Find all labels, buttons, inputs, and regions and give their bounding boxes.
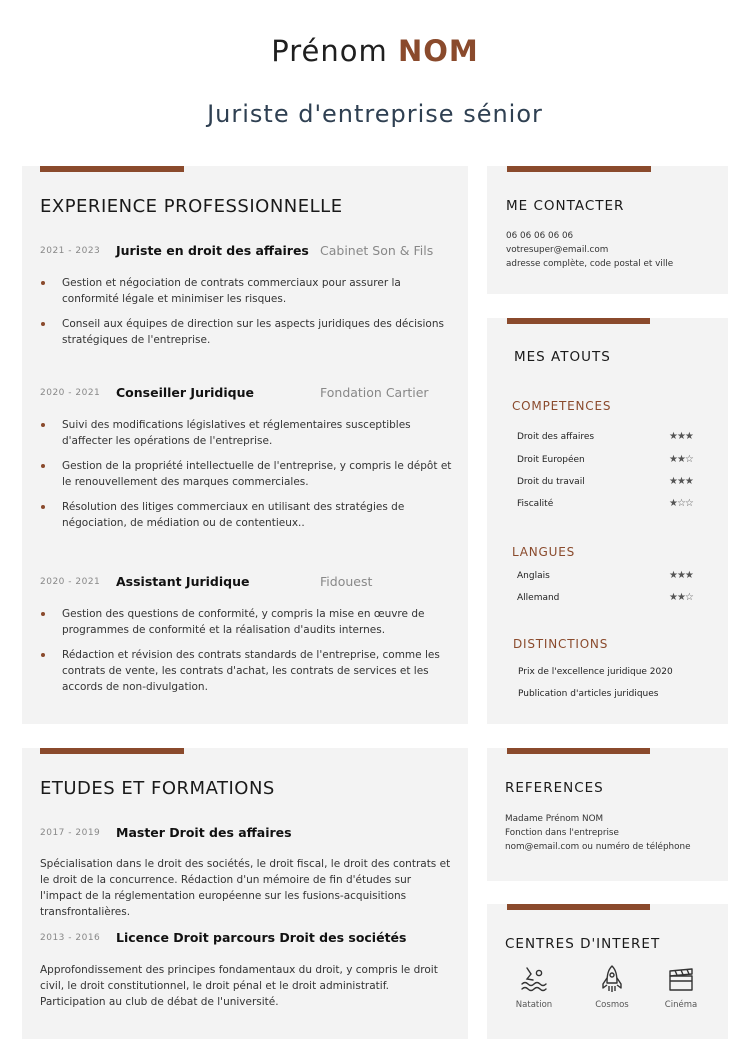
contact-phone: 06 06 06 06 06 xyxy=(506,231,574,241)
language-row xyxy=(517,593,697,607)
interests-section xyxy=(487,904,728,1039)
job-role: Juriste en droit des affaires xyxy=(116,243,309,258)
rocket-icon xyxy=(597,964,627,994)
star-rating: ★★★ xyxy=(669,431,693,442)
interest-label: Cosmos xyxy=(595,1000,629,1010)
bullet-item: Gestion des questions de conformité, y compris la mise en œuvre de programmes de conformité et la réalisation d'audits internes. xyxy=(40,606,452,638)
experience-title: EXPERIENCE PROFESSIONNELLE xyxy=(40,196,343,217)
bullet-item: Rédaction et révision des contrats standards de l'entreprise, comme les contrats de vente, les contrats d'achat, les contrats de services et les accords de non-divulgation. xyxy=(40,647,452,695)
atouts-title: MES ATOUTS xyxy=(514,349,611,365)
reference-details xyxy=(505,812,691,854)
contact-title: ME CONTACTER xyxy=(506,198,625,214)
education-section xyxy=(22,748,468,1039)
education-dates: 2017 - 2019 xyxy=(40,828,101,838)
candidate-name xyxy=(0,34,750,68)
job-role: Assistant Juridique xyxy=(116,574,250,589)
experience-section xyxy=(22,166,468,724)
skill-row xyxy=(517,432,697,446)
contact-details xyxy=(506,229,673,271)
references-section xyxy=(487,748,728,881)
language-name: Allemand xyxy=(517,593,560,603)
job-company: Fondation Cartier xyxy=(320,385,429,400)
job-bullets xyxy=(40,606,452,704)
interests-title: CENTRES D'INTERET xyxy=(505,936,661,952)
contact-address: adresse complète, code postal et ville xyxy=(506,259,674,269)
language-row xyxy=(517,571,697,585)
education-dates: 2013 - 2016 xyxy=(40,933,101,943)
section-accent-bar xyxy=(507,748,650,754)
section-accent-bar xyxy=(507,166,651,172)
bullet-item: Conseil aux équipes de direction sur les aspects juridiques des décisions stratégiques de l'entreprise. xyxy=(40,316,452,348)
reference-name: Madame Prénom NOM xyxy=(505,814,604,824)
job-dates: 2020 - 2021 xyxy=(40,388,101,398)
interest-item xyxy=(504,964,564,1010)
education-description: Approfondissement des principes fondamentaux du droit, y compris le droit civil, le droit constitutionnel, le droit pénal et le droit administratif. Participation au club de débat de l'université. xyxy=(40,964,438,1008)
section-accent-bar xyxy=(507,904,650,910)
distinction-item: Publication d'articles juridiques xyxy=(518,689,659,699)
education-degree: Master Droit des affaires xyxy=(116,825,292,840)
job-role: Conseiller Juridique xyxy=(116,385,254,400)
first-name: Prénom xyxy=(271,34,388,68)
job-header xyxy=(40,574,460,592)
job-company: Cabinet Son & Fils xyxy=(320,243,434,258)
job-header xyxy=(40,243,460,261)
interest-label: Cinéma xyxy=(664,1000,698,1010)
references-title: REFERENCES xyxy=(505,780,604,796)
education-header xyxy=(40,825,460,843)
contact-email: votresuper@email.com xyxy=(506,245,609,255)
swimmer-icon xyxy=(519,964,549,994)
star-rating: ★★★ xyxy=(669,476,693,487)
reference-contact: nom@email.com ou numéro de téléphone xyxy=(505,842,691,852)
education-title: ETUDES ET FORMATIONS xyxy=(40,778,275,799)
distinctions-title: DISTINCTIONS xyxy=(513,637,609,651)
clapperboard-icon xyxy=(666,964,696,994)
contact-section xyxy=(487,166,728,294)
last-name: NOM xyxy=(397,34,479,68)
atouts-section xyxy=(487,318,728,724)
interest-item xyxy=(582,964,642,1010)
job-bullets xyxy=(40,275,452,357)
section-accent-bar xyxy=(40,166,184,172)
section-accent-bar xyxy=(507,318,650,324)
skill-name: Droit Européen xyxy=(517,455,585,465)
interest-item xyxy=(651,964,711,1010)
skill-name: Droit des affaires xyxy=(517,432,595,442)
bullet-item: Gestion et négociation de contrats commerciaux pour assurer la conformité légale et minimiser les risques. xyxy=(40,275,452,307)
job-bullets xyxy=(40,417,452,540)
reference-role: Fonction dans l'entreprise xyxy=(505,828,619,838)
star-rating: ★★☆ xyxy=(669,592,693,603)
skill-row xyxy=(517,455,697,469)
job-dates: 2021 - 2023 xyxy=(40,246,101,256)
star-rating: ★★★ xyxy=(669,570,693,581)
section-accent-bar xyxy=(40,748,184,754)
bullet-item: Résolution des litiges commerciaux en utilisant des stratégies de négociation, de médiation ou de contentieux.. xyxy=(40,499,452,531)
job-dates: 2020 - 2021 xyxy=(40,577,101,587)
education-description: Spécialisation dans le droit des sociétés, le droit fiscal, le droit des contrats et le droit de la concurrence. Rédaction d'un mémoire de fin d'études sur l'impact de la réglementation européenne sur les fusions-acquisitions transfrontalières. xyxy=(40,858,451,918)
job-title: Juriste d'entreprise sénior xyxy=(207,100,543,128)
skill-row xyxy=(517,499,697,513)
bullet-item: Suivi des modifications législatives et réglementaires susceptibles d'affecter les opérations de l'entreprise. xyxy=(40,417,452,449)
distinction-item: Prix de l'excellence juridique 2020 xyxy=(518,667,673,677)
language-name: Anglais xyxy=(517,571,550,581)
job-header xyxy=(40,385,460,403)
star-rating: ★★☆ xyxy=(669,454,693,465)
skill-name: Fiscalité xyxy=(517,499,554,509)
star-rating: ★☆☆ xyxy=(669,498,693,509)
education-header xyxy=(40,930,460,948)
competences-title: COMPETENCES xyxy=(512,399,612,413)
langues-title: LANGUES xyxy=(512,545,576,559)
bullet-item: Gestion de la propriété intellectuelle de l'entreprise, y compris le dépôt et le renouvellement des marques commerciales. xyxy=(40,458,452,490)
education-degree: Licence Droit parcours Droit des sociétés xyxy=(116,930,407,945)
interest-label: Natation xyxy=(515,1000,553,1010)
skill-row xyxy=(517,477,697,491)
skill-name: Droit du travail xyxy=(517,477,585,487)
job-company: Fidouest xyxy=(320,574,373,589)
